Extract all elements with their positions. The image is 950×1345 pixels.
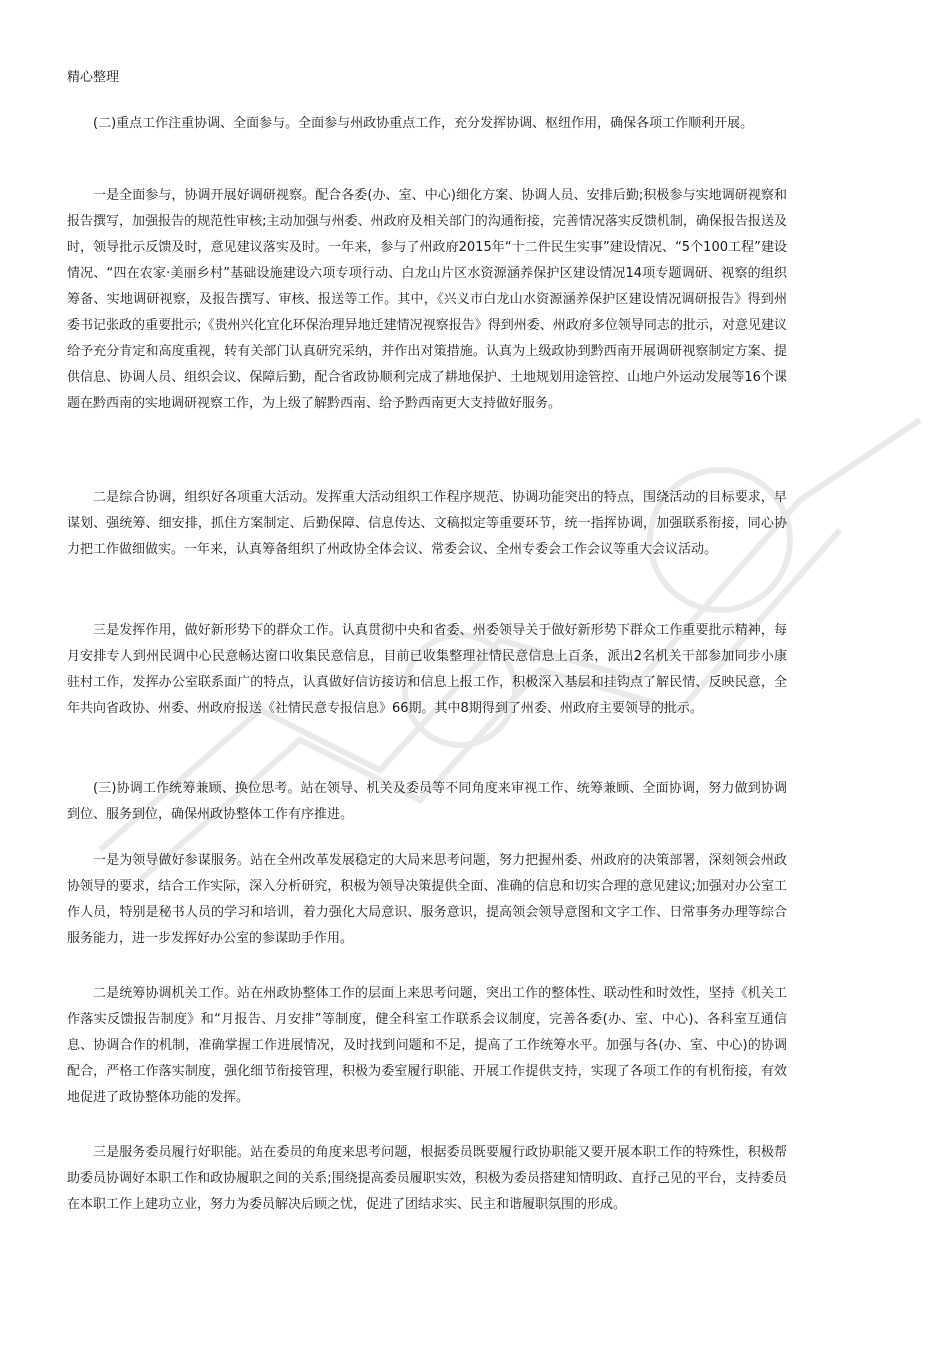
paragraph-major-activities: 二是综合协调，组织好各项重大活动。发挥重大活动组织工作程序规范、协调功能突出的特点，围绕活动的目标要求，早谋划、强统筹、细安排，抓住方案制定、后勤保障、信息传达、文稿拟定等重要环节，统一指挥协调，加强联系衔接，同心协力把工作做细做实。一年来，认真筹备组织了州政协全体会议、常委会议、全州专委会工作会议等重大会议活动。 (67, 490, 787, 557)
paragraph-mass-work: 三是发挥作用，做好新形势下的群众工作。认真贯彻中央和省委、州委领导关于做好新形势下群众工作重要批示精神，每月安排专人到州民调中心民意畅达窗口收集民意信息，目前已收集整理社情民意信息上百条，派出2名机关干部参加同步小康驻村工作，发挥办公室联系面广的特点，认真做好信访接访和信息上报工作，积极深入基层和挂钩点了解民情、反映民意，全年共向省政协、州委、州政府报送《社情民意专报信息》66期。其中8期得到了州委、州政府主要领导的批示。 (67, 623, 787, 716)
paragraph-research-inspection: 一是全面参与，协调开展好调研视察。配合各委(办、室、中心)细化方案、协调人员、安排后勤;积极参与实地调研视察和报告撰写，加强报告的规范性审核;主动加强与州委、州政府及相关部门的沟通衔接，完善情况落实反馈机制，确保报告报送及时，领导批示反馈及时，意见建议落实及时。一年来，参与了州政府2015年“十二件民生实事”建设情况、“5个100工程”建设情况、“四在农家·美丽乡村”基础设施建设六项专项行动、白龙山片区水资源涵养保护区建设情况14项专题调研、视察的组织筹备、实地调研视察，及报告撰写、审核、报送等工作。其中，《兴义市白龙山水资源涵养保护区建设情况调研报告》得到州委书记张政的重要批示;《贵州兴化宜化环保治理异地迁建情况视察报告》得到州委、州政府多位领导同志的批示，对意见建议给予充分肯定和高度重视，转有关部门认真研究采纳，并作出对策措施。认真为上级政协到黔西南开展调研视察制定方案、提供信息、协调人员、组织会议、保障后勤，配合省政协顺利完成了耕地保护、土地规划用途管控、山地户外运动发展等16个课题在黔西南的实地调研视察工作，为上级了解黔西南、给予黔西南更大支持做好服务。 (67, 188, 787, 411)
paragraph-organ-coordination: 二是统筹协调机关工作。站在州政协整体工作的层面上来思考问题，突出工作的整体性、联动性和时效性，坚持《机关工作落实反馈报告制度》和“月报告、月安排”等制度，健全科室工作联系会议制度，完善各委(办、室、中心)、各科室互通信息、协调合作的机制，准确掌握工作进展情况，及时找到问题和不足，提高了工作统筹水平。加强与各(办、室、中心)的协调配合，严格工作落实制度，强化细节衔接管理，积极为委室履行职能、开展工作提供支持，实现了各项工作的有机衔接，有效地促进了政协整体功能的发挥。 (67, 986, 787, 1105)
paragraph-coordination-overall: (三)协调工作统筹兼顾、换位思考。站在领导、机关及委员等不同角度来审视工作、统筹兼顾、全面协调，努力做到协调到位、服务到位，确保州政协整体工作有序推进。 (67, 781, 787, 822)
paragraph-key-work-coordination: (二)重点工作注重协调、全面参与。全面参与州政协重点工作，充分发挥协调、枢纽作用，确保各项工作顺利开展。 (93, 116, 754, 131)
paragraph-member-service: 三是服务委员履行好职能。站在委员的角度来思考问题，根据委员既要履行政协职能又要开展本职工作的特殊性，积极帮助委员协调好本职工作和政协履职之间的关系;围绕提高委员履职实效，积极为委员搭建知情明政、直抒己见的平台，支持委员在本职工作上建功立业，努力为委员解决后顾之忧，促进了团结求实、民主和谐履职氛围的形成。 (67, 1145, 787, 1212)
paragraph-leadership-service: 一是为领导做好参谋服务。站在全州改革发展稳定的大局来思考问题，努力把握州委、州政府的决策部署，深刻领会州政协领导的要求，结合工作实际，深入分析研究，积极为领导决策提供全面、准确的信息和切实合理的意见建议;加强对办公室工作人员，特别是秘书人员的学习和培训，着力强化大局意识、服务意识，提高领会领导意图和文字工作、日常事务办理等综合服务能力，进一步发挥好办公室的参谋助手作用。 (67, 853, 787, 946)
document-header-label: 精心整理 (67, 70, 120, 85)
